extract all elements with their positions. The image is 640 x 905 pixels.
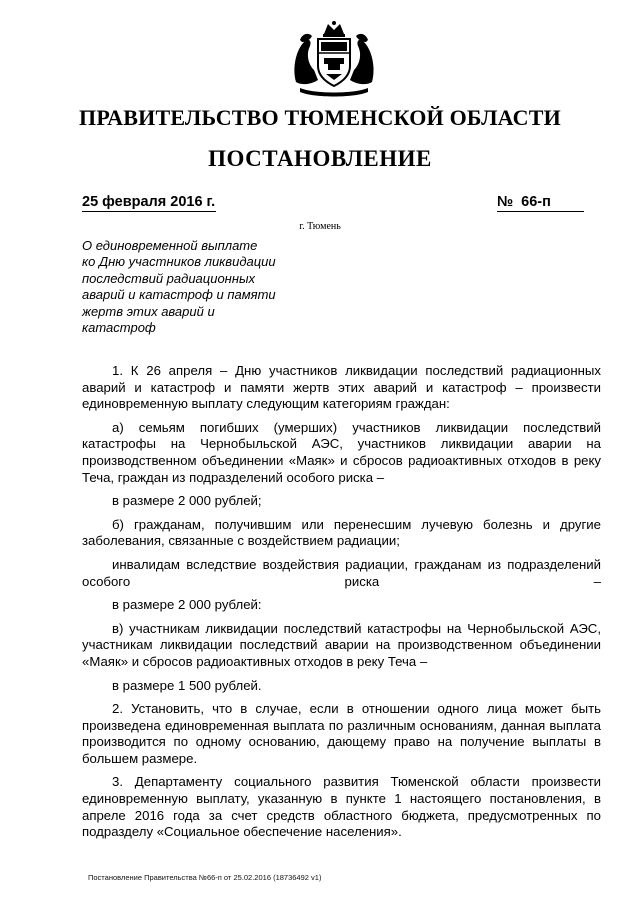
city: г. Тюмень [299, 221, 341, 232]
document-title [82, 238, 312, 336]
title-line: О единовременной выплате [82, 238, 258, 253]
title-line: последствий радиационных [82, 270, 256, 286]
document-date: 25 февраля 2016 г. [82, 194, 216, 210]
document-number [497, 194, 584, 212]
paragraph-amount: в размере 2 000 рублей; [112, 493, 262, 509]
coat-of-arms-icon [290, 20, 378, 98]
paragraph-1: 1. К 26 апреля – Дню участников ликвидации последствий радиационных аварий и катастроф и памяти жертв этих аварий и катастроф – произвести единовременную выплату следующим категориям граждан: [82, 363, 601, 412]
number-value: 66-п [521, 194, 551, 210]
document-type: ПОСТАНОВЛЕНИЕ [208, 146, 432, 171]
paragraph-1a: а) семьям погибших (умерших) участников ликвидации последствий катастрофы на Чернобыльской АЭС, участников ликвидации аварии на производственном объединении «Маяк» и сбросов радиоактивных отходов в реку Теча, граждан из подразделений особого риска – [82, 419, 601, 485]
paragraph-amount: в размере 2 000 рублей: [112, 597, 262, 613]
title-line: жертв этих аварий и [82, 303, 215, 319]
government-name: ПРАВИТЕЛЬСТВО ТЮМЕНСКОЙ ОБЛАСТИ [79, 105, 561, 130]
paragraph-1b-invalids: инвалидам вследствие воздействия радиации, гражданам из подразделений особого риска – [82, 556, 601, 589]
title-line: катастроф [82, 320, 156, 336]
document-body [82, 363, 601, 848]
paragraph-3: 3. Департаменту социального развития Тюменской области произвести единовременную выплату, указанную в пункте 1 настоящего постановления, в апреле 2016 года за счет средств областного бюджета, предусмотренных по подразделу «Социальное обеспечение населения». [82, 774, 601, 840]
paragraph-1c: в) участникам ликвидации последствий катастрофы на Чернобыльской АЭС, участникам ликвидации последствий аварии на производственном объединении «Маяк» и сбросов радиоактивных отходов в реку Теча – [82, 620, 601, 669]
paragraph-amount: в размере 1 500 рублей. [112, 677, 262, 693]
page-footer: Постановление Правительства №66-п от 25.02.2016 (18736492 v1) [88, 873, 322, 882]
paragraph-1b: б) гражданам, получившим или перенесшим лучевую болезнь и другие заболевания, связанные с воздействием радиации; [82, 516, 601, 549]
number-sign: № [497, 194, 514, 210]
paragraph-2: 2. Установить, что в случае, если в отношении одного лица может быть произведена единовременная выплата по различным основаниям, данная выплата производится по одному основанию, дающему право на получение выплаты в большем размере. [82, 701, 601, 766]
title-line: ко Дню участников ликвидации [82, 254, 276, 270]
title-line: аварий и катастроф и памяти [82, 287, 276, 303]
